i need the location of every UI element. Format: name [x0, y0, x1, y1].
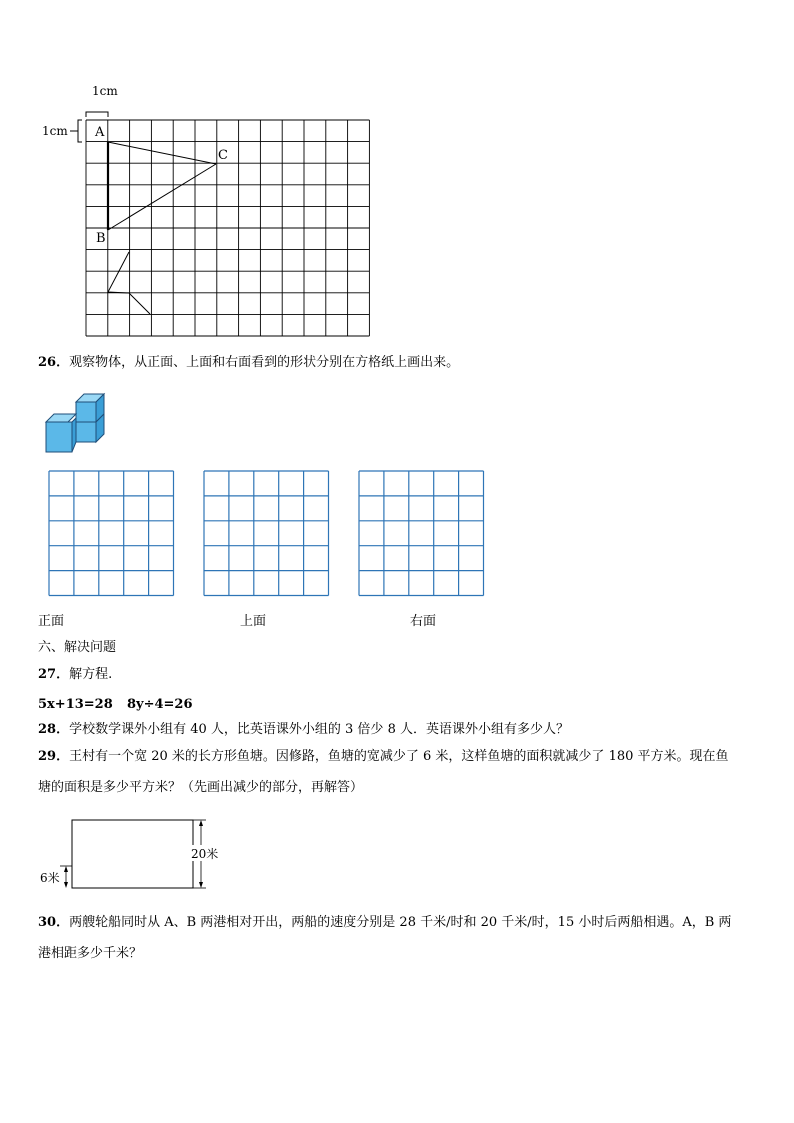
q27-text: 解方程. — [69, 667, 113, 682]
unit-width-label: 1cm — [92, 84, 118, 98]
view-label-front: 正面 — [38, 614, 65, 629]
q29-text-line1: 王村有一个宽 20 米的长方形鱼塘。因修路，鱼塘的宽减少了 6 米，这样鱼塘的面积就减少了 180 平方米。现在鱼 — [69, 749, 729, 764]
unit-height-label: 1cm — [42, 124, 68, 138]
point-b-label: B — [96, 231, 106, 246]
segment-bc — [108, 164, 216, 230]
section-title: 六、解决问题 — [38, 640, 117, 655]
partial-figure — [108, 252, 150, 314]
unit-height-bracket — [78, 120, 82, 142]
point-c-label: C — [218, 148, 228, 163]
view-label-right: 右面 — [410, 614, 437, 629]
q27-number: 27． — [38, 667, 70, 682]
q26-question — [38, 355, 459, 371]
q29-pond-figure — [36, 812, 226, 896]
q27-equation-2: 8y÷4=26 — [127, 697, 193, 712]
width-20m-label: 20米 — [191, 847, 219, 861]
q27-question — [38, 667, 112, 683]
q28-text: 学校数学课外小组有 40 人，比英语课外小组的 3 倍少 8 人．英语课外小组有多少人？ — [69, 722, 569, 737]
q29-number: 29． — [38, 749, 70, 764]
q30-text-line1: 两艘轮船同时从 A、B 两港相对开出，两船的速度分别是 28 千米/时和 20 千米/时，15 小时后两船相遇。A，B 两 — [69, 915, 732, 930]
q28-question — [38, 722, 569, 738]
q30-question-line1 — [38, 915, 731, 931]
answer-grid-2 — [204, 471, 329, 596]
q25-grid-figure — [36, 80, 376, 342]
segment-ac — [108, 142, 216, 164]
unit-width-bracket — [86, 112, 108, 117]
point-a-label: A — [95, 125, 105, 140]
cube-stack-figure — [44, 390, 106, 454]
q30-text-line2: 港相距多少千米？ — [38, 946, 143, 961]
answer-grid-1 — [49, 471, 174, 596]
q29-question-line1 — [38, 749, 729, 765]
pond-rectangle — [72, 820, 193, 888]
q26-answer-grids — [46, 468, 490, 598]
q30-number: 30． — [38, 915, 70, 930]
q26-text: 观察物体，从正面、上面和右面看到的形状分别在方格纸上画出来。 — [69, 355, 460, 370]
q29-text-line2: 塘的面积是多少平方米？（先画出减少的部分，再解答） — [38, 780, 364, 795]
view-label-top: 上面 — [240, 614, 267, 629]
q27-equation-1: 5x+13=28 — [38, 697, 113, 712]
q28-number: 28． — [38, 722, 70, 737]
answer-grid-3 — [359, 471, 484, 596]
q26-number: 26． — [38, 355, 70, 370]
reduced-6m-label: 6米 — [40, 871, 60, 885]
